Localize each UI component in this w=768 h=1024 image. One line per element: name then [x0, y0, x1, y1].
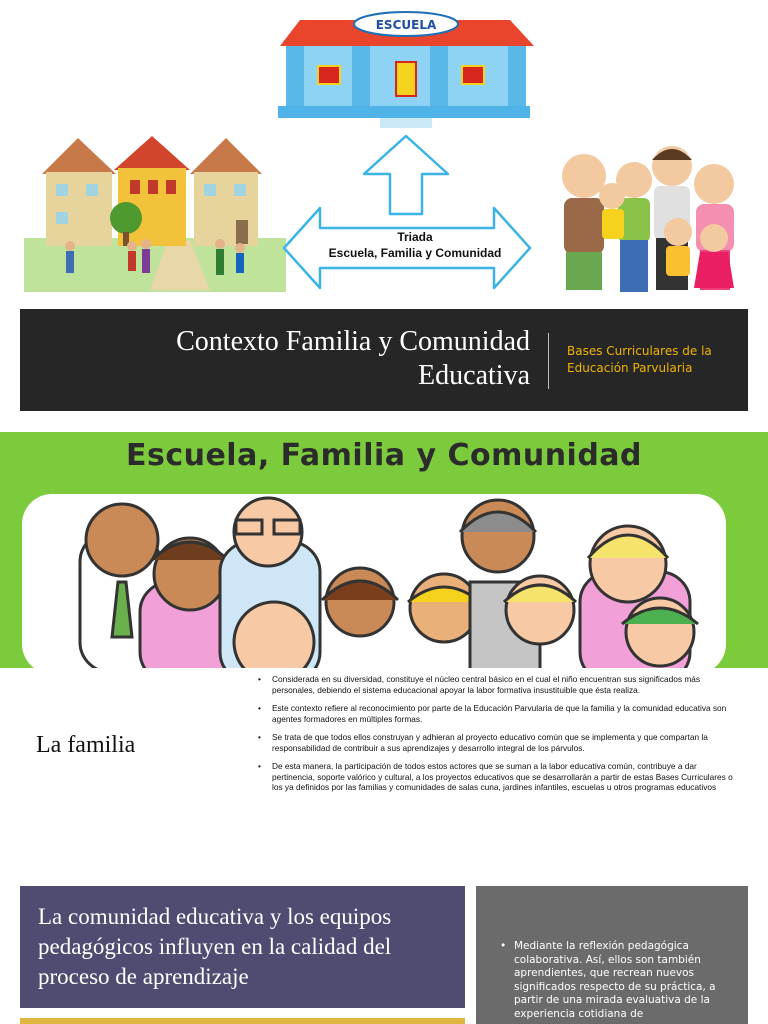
poster-title: Escuela, Familia y Comunidad [125, 438, 643, 473]
family-illustration [562, 146, 734, 292]
school-sign: ESCUELA [375, 18, 437, 32]
houses-illustration [24, 136, 286, 292]
comunidad-bullet-list [498, 940, 728, 1021]
bullet-item: • Se trata de que todos ellos construyan y adhieran al proyecto educativo común que se implementa y que compartan la responsabilidad de contribuir a sus aprendizajes y desarrollo integral de los párvulos. [258, 732, 738, 753]
slide3-title: La comunidad educativa y los equipos pedagógicos influyen en la calidad del proceso de aprendizaje [38, 904, 392, 989]
title-divider [548, 333, 549, 389]
title-band [20, 309, 748, 411]
slide-subtitle: Bases Curriculares de la Educación Parvularia [567, 344, 712, 375]
image-strip [20, 1018, 465, 1024]
slide-triad [0, 0, 768, 420]
content-box [476, 886, 748, 1024]
triad-arrows [284, 136, 530, 288]
title-box [20, 886, 465, 1008]
bullet-item: • Considerada en su diversidad, constituye el núcleo central básico en el cual el niño encuentran sus significados más personales, debiendo el sistema educacional apoyar la labor formativa insustituible que ésta realiza. [258, 674, 738, 695]
bullet-item: • Mediante la reflexión pedagógica colaborativa. Así, ellos son también aprendientes, que recrean nuevos significados respecto de su práctica, a partir de una mirada evaluativa de la experiencia cotidiana de [498, 940, 728, 1021]
slide-title-line1: Contexto Familia y Comunidad [176, 326, 530, 357]
bullet-item: • De esta manera, la participación de todos estos actores que se suman a la labor educativa común, contribuye a dar pertinencia, soporte valórico y cultural, a los proyectos educativos que se desarrollarán a partir de estas Bases Curriculares o los ya definidos por las familias y comunidades de salas cuna, jardines infantiles, escuelas u otros programas educativos [258, 761, 738, 793]
bullet-item: • Este contexto refiere al reconocimiento por parte de la Educación Parvularia de que la familia y la comunidad educativa son agentes formadores en múltiples formas. [258, 703, 738, 724]
familia-bullet-list [258, 674, 738, 801]
slide-title [60, 325, 530, 393]
section-heading-familia: La familia [36, 732, 136, 758]
slide-title-line2: Educativa [418, 360, 530, 391]
slide-familia [0, 432, 768, 852]
triad-label-line1: Triada [397, 230, 433, 244]
triad-label-line2: Escuela, Familia y Comunidad [328, 246, 502, 260]
poster-illustration [0, 432, 768, 668]
slide-comunidad [0, 866, 768, 1024]
